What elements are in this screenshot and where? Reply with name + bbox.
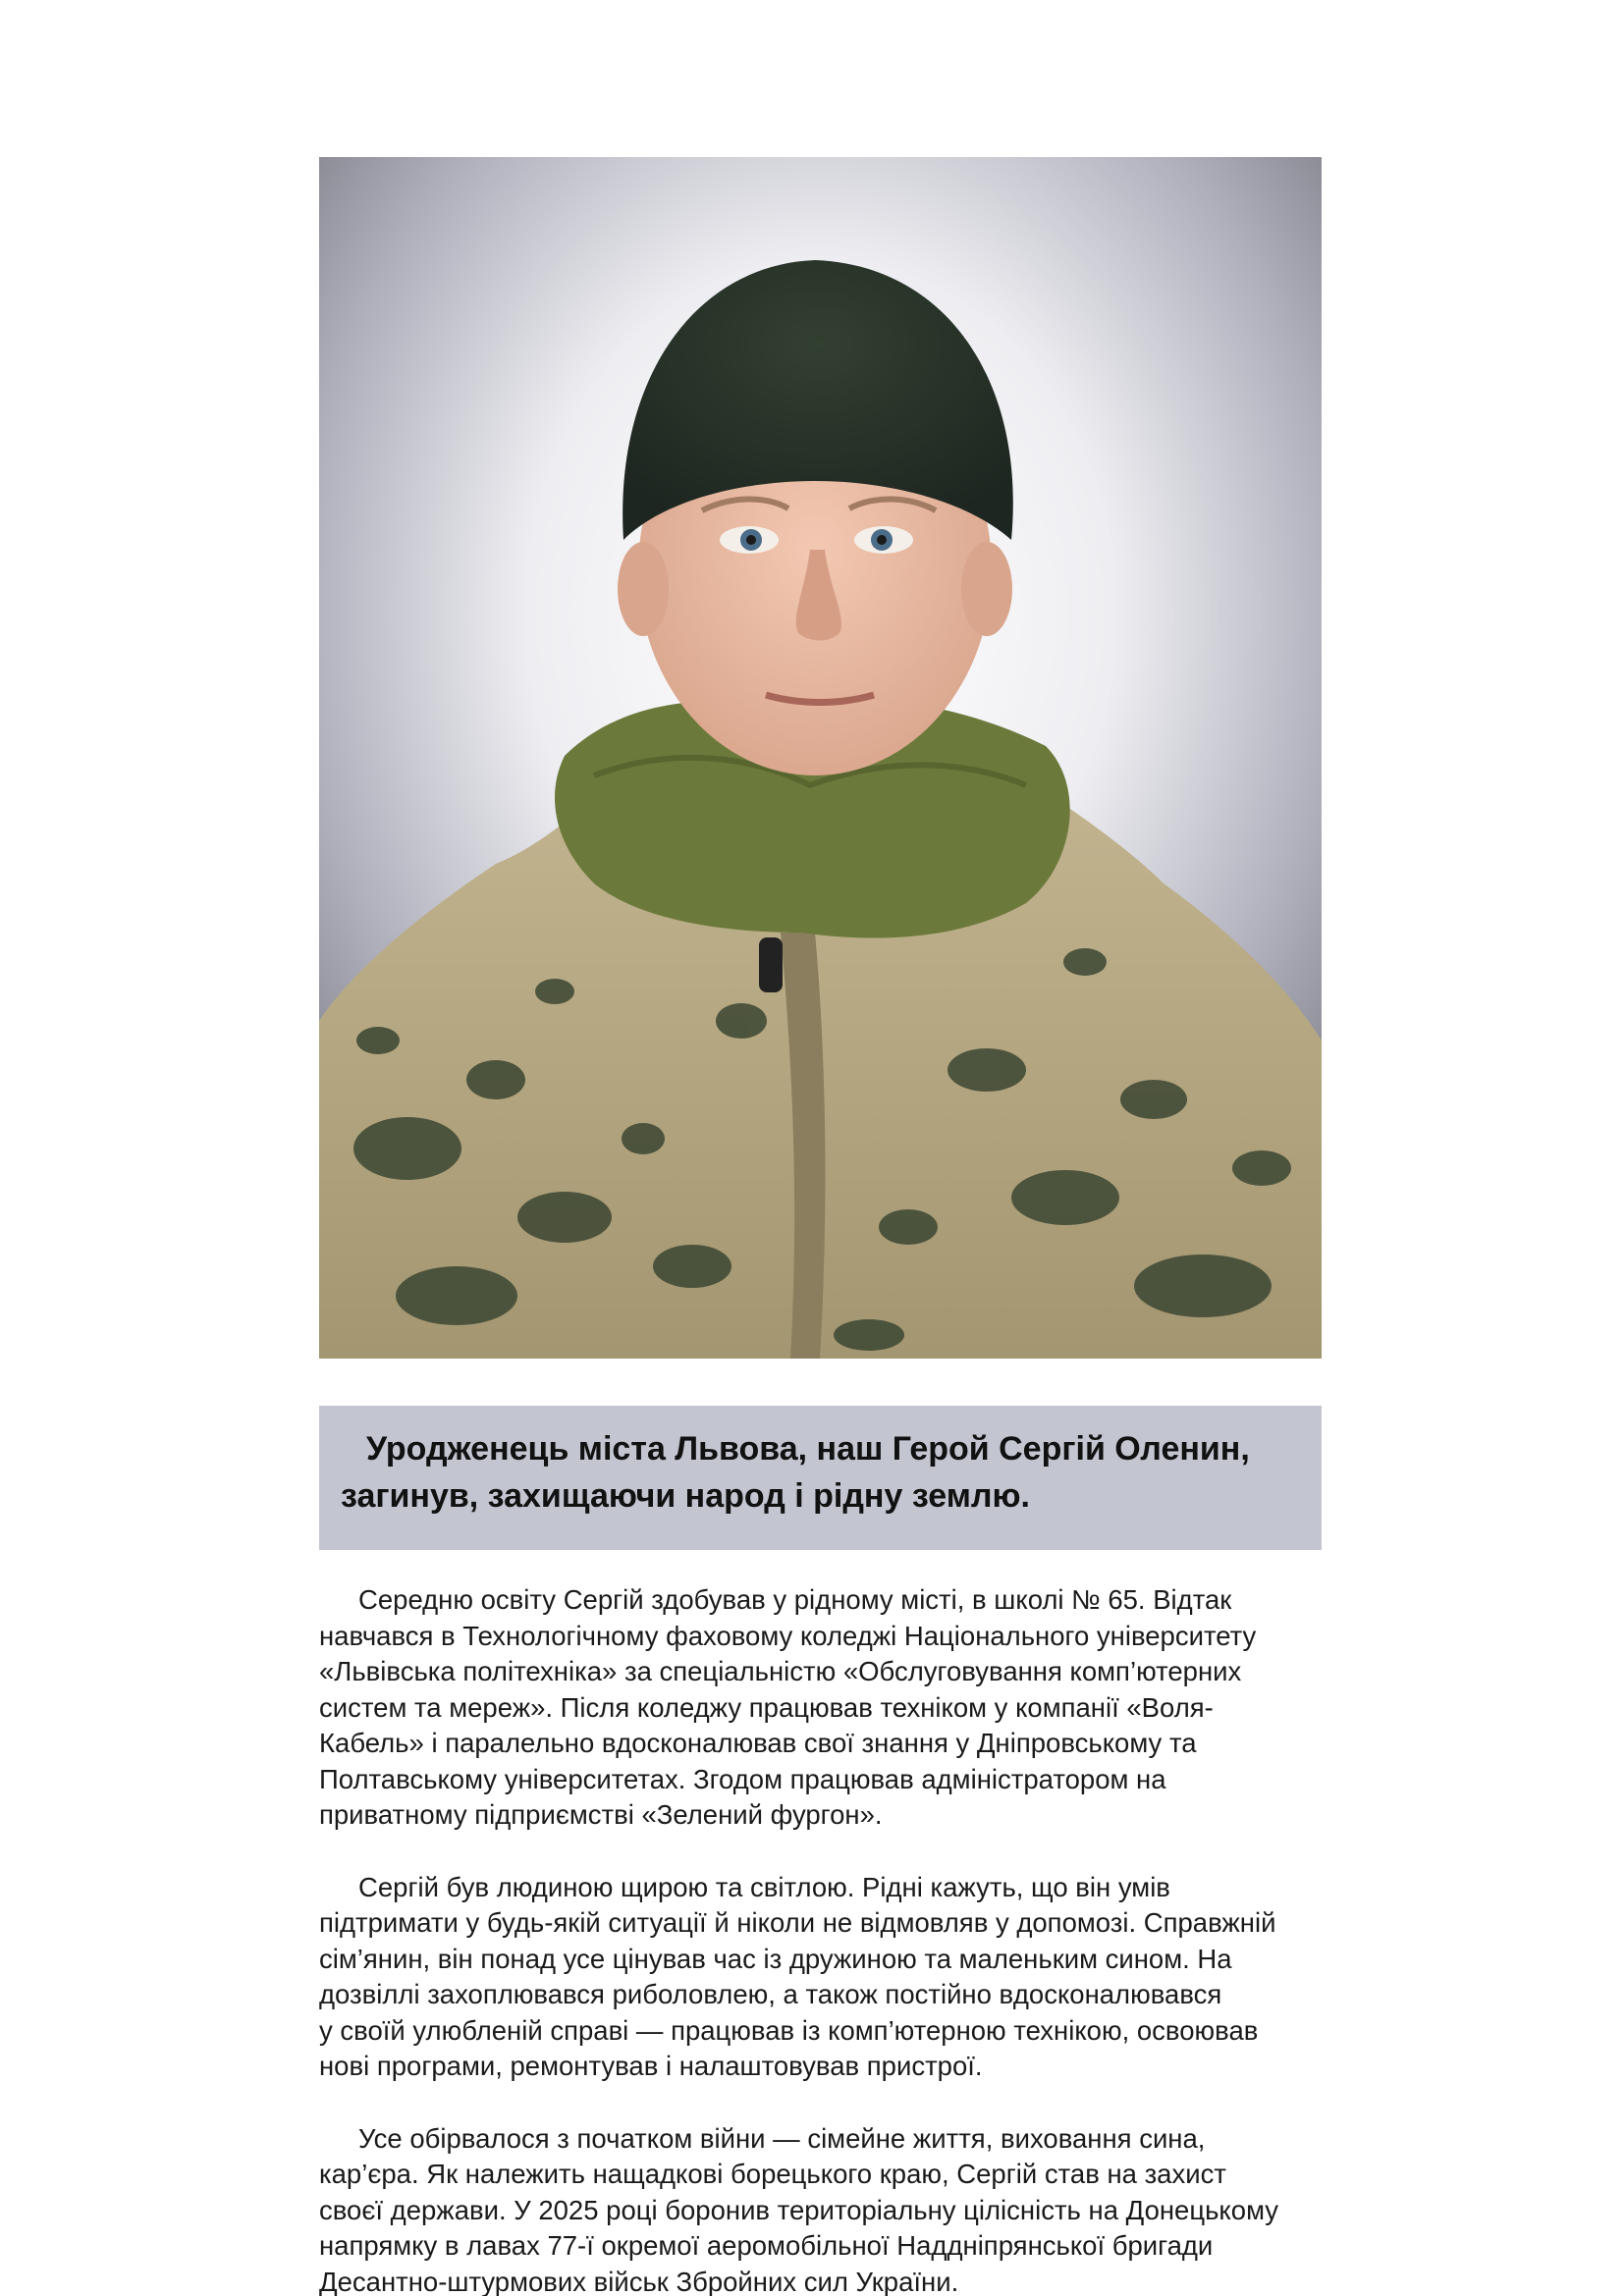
article-paragraph-3 [319, 2121, 1325, 2296]
paragraph-line: систем та мереж». Після коледжу працював техніком у компанії «Воля- [319, 1691, 1214, 1723]
paragraph-line: «Львівська політехніка» за спеціальністю «Обслуговування комп’ютерних [319, 1656, 1242, 1686]
callout-text [341, 1425, 1308, 1520]
paragraph-line: напрямку в лавах 77-ї окремої аеромобільної Наддніпрянської бригади [319, 2230, 1214, 2261]
article-paragraph-2 [319, 1870, 1325, 2085]
paragraph-line: у своїй улюбленій справі — працював із комп’ютерною технікою, освоював [319, 2014, 1259, 2046]
article-body [319, 1582, 1325, 2296]
paragraph-line: кар’єра. Як належить нащадкові борецького краю, Сергій став на захист [319, 2159, 1226, 2189]
paragraph-line: Середню освіту Сергій здобував у рідному місті, в школі № 65. Відтак [358, 1584, 1232, 1615]
callout-line-2: загинув, захищаючи народ і рідну землю. [341, 1477, 1030, 1515]
paragraph-line: приватному підприємстві «Зелений фургон». [319, 1799, 883, 1830]
paragraph-line: Полтавському університетах. Згодом працював адміністратором на [319, 1763, 1166, 1794]
paragraph-line: нові програми, ремонтував і налаштовував пристрої. [319, 2051, 983, 2081]
portrait-photo [319, 157, 1322, 1359]
article-paragraph-1 [319, 1582, 1325, 1834]
paragraph-line: Десантно-штурмових військ Збройних сил України. [319, 2266, 959, 2296]
paragraph-line: дозвіллі захоплювався риболовлею, а також постійно вдосконалювався [319, 1979, 1222, 2009]
paragraph-line: своєї держави. У 2025 році боронив територіальну цілісність на Донецькому [319, 2194, 1279, 2225]
paragraph-line: Сергій був людиною щирою та світлою. Рідні кажуть, що він умів [358, 1871, 1170, 1902]
paragraph-line: підтримати у будь-якій ситуації й ніколи не відмовляв у допомозі. Справжній [319, 1907, 1276, 1938]
callout-line-1: Уродженець міста Львова, наш Герой Сергій Оленин, [366, 1430, 1250, 1468]
paragraph-line: Усе обірвалося з початком війни — сімейне життя, виховання сина, [358, 2122, 1206, 2154]
soldier-portrait-image [319, 157, 1322, 1359]
highlight-callout [319, 1406, 1322, 1550]
paragraph-line: сім’янин, він понад усе цінував час із дружиною та маленьким сином. На [319, 1943, 1232, 1974]
paragraph-line: Кабель» і паралельно вдосконалював свої знання у Дніпровському та [319, 1728, 1197, 1758]
paragraph-line: навчався в Технологічному фаховому коледжі Національного університету [319, 1620, 1257, 1651]
